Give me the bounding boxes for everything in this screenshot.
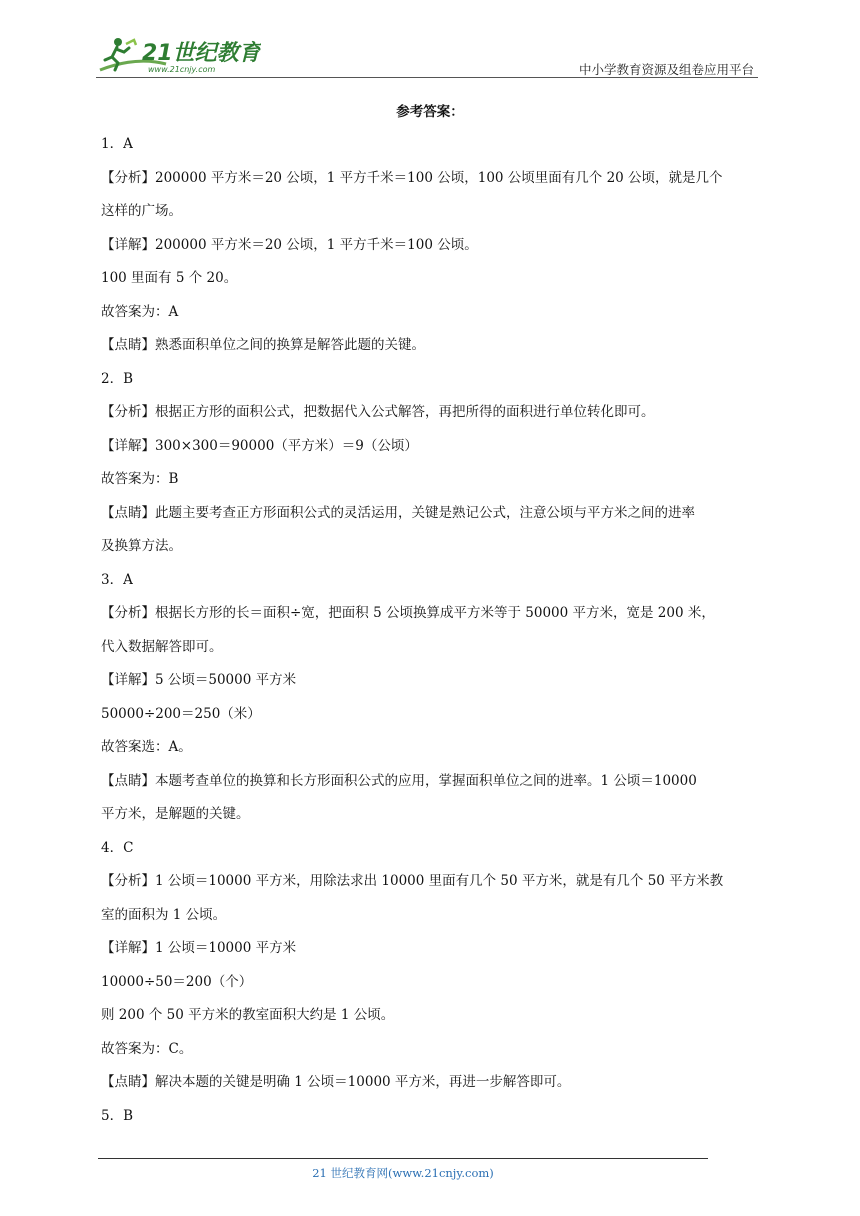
text-line: 【详解】300×300＝90000（平方米）＝9（公顷）	[101, 437, 418, 454]
text-line: 10000÷50＝200（个）	[101, 973, 253, 990]
text-line: 代入数据解答即可。	[101, 638, 223, 655]
text-line: 【分析】根据长方形的长＝面积÷宽，把面积 5 公顷换算成平方米等于 50000 平方米，宽是 200 米，	[101, 605, 715, 621]
text-line: 则 200 个 50 平方米的教室面积大约是 1 公顷。	[101, 1007, 395, 1023]
text-line: 100 里面有 5 个 20。	[101, 270, 238, 286]
text-line: 【详解】1 公顷＝10000 平方米	[101, 940, 297, 956]
text-line: 【分析】200000 平方米＝20 公顷，1 平方千米＝100 公顷，100 公顷里面有几个 20 公顷，就是几个	[101, 169, 723, 186]
text-line: 【分析】根据正方形的面积公式，把数据代入公式解答，再把所得的面积进行单位转化即可。	[101, 404, 655, 420]
page-title: 参考答案：	[396, 104, 464, 120]
text-line: 【分析】1 公顷＝10000 平方米，用除法求出 10000 里面有几个 50 平方米，就是有几个 50 平方米教	[101, 873, 724, 889]
text-line: 故答案为：C。	[101, 1040, 193, 1057]
text-line: 这样的广场。	[101, 203, 182, 219]
text-line: 故答案为：A	[101, 303, 179, 320]
text-line: 50000÷200＝250（米）	[101, 705, 261, 722]
footer-text: 21 世纪教育网(www.21cnjy.com)	[312, 1166, 494, 1180]
text-line: 故答案为：B	[101, 471, 179, 487]
text-line: 【详解】200000 平方米＝20 公顷，1 平方千米＝100 公顷。	[101, 236, 478, 253]
text-line: 【详解】5 公顷＝50000 平方米	[101, 672, 297, 688]
answer-content	[101, 128, 761, 1133]
footer-divider	[98, 1158, 708, 1159]
text-line: 平方米，是解题的关键。	[101, 806, 250, 822]
text-line: 1．A	[101, 136, 133, 152]
platform-name: 中小学教育资源及组卷应用平台	[578, 62, 754, 77]
text-line: 【点睛】解决本题的关键是明确 1 公顷＝10000 平方米，再进一步解答即可。	[101, 1074, 571, 1090]
text-line: 【点睛】本题考查单位的换算和长方形面积公式的应用，掌握面积单位之间的进率。1 公顷＝10000	[101, 772, 697, 789]
header-divider	[96, 77, 758, 78]
text-line: 室的面积为 1 公顷。	[101, 906, 227, 923]
text-line: 【点睛】此题主要考查正方形面积公式的灵活运用，关键是熟记公式，注意公顷与平方米之间的进率	[101, 504, 695, 521]
text-line: 4．C	[101, 839, 134, 856]
logo-url: www.21cnjy.com	[148, 65, 216, 74]
text-line: 2．B	[101, 370, 134, 387]
text-line: 5．B	[101, 1107, 134, 1124]
text-line: 3．A	[101, 571, 133, 588]
text-line: 及换算方法。	[101, 538, 182, 554]
text-line: 【点睛】熟悉面积单位之间的换算是解答此题的关键。	[101, 337, 425, 353]
site-logo	[96, 30, 261, 76]
text-line: 故答案选：A。	[101, 739, 192, 755]
logo-text: 21世纪教育	[142, 41, 261, 66]
page-header	[96, 30, 758, 78]
